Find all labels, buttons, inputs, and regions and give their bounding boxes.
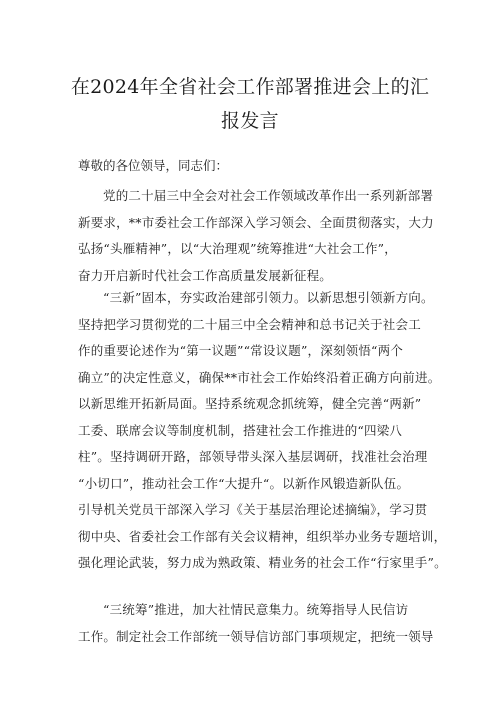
paragraph-line: 以新思维开拓新局面。坚持系统观念抓统筹，健全完善“两新” — [78, 396, 422, 411]
paragraph-line: 确立”的决定性意义，确保**市社会工作始终沿着正确方向前进。 — [78, 369, 441, 385]
paragraph-line: 坚持把学习贯彻党的二十届三中全会精神和总书记关于社会工 — [78, 316, 421, 332]
paragraph-line: 党的二十届三中全会对社会工作领域改革作出一系列新部署 — [103, 188, 434, 203]
paragraph-line: 强化理论武装，努力成为熟政策、精业务的社会工作“行家里手”。 — [78, 555, 447, 570]
paragraph-line: 彻中央、省委社会工作部有关会议精神，组织举办业务专题培训， — [78, 528, 447, 544]
paragraph-line: 工委、联席会议等制度机制，搭建社会工作推进的“四梁八 — [78, 422, 403, 438]
paragraph-line: 奋力开启新时代社会工作高质量发展新征程。 — [78, 267, 333, 283]
title-line-2: 报发言 — [221, 110, 279, 132]
paragraph-sanxin — [78, 285, 447, 577]
paragraph-line: 工作。制定社会工作部统一领导信访部门事项规定，把统一领导 — [78, 628, 434, 644]
document-title — [60, 70, 440, 138]
paragraph-line: 引导机关党员干部深入学习《关于基层治理论述摘编》，学习贯 — [78, 502, 428, 517]
paragraph-intro — [78, 183, 434, 289]
paragraph-line: 作的重要论述作为“第一议题”“常设议题”，深刻领悟“两个 — [78, 343, 404, 358]
paragraph-line: “三新”固本，夯实政治建部引领力。以新思想引领新方向。 — [103, 290, 434, 305]
title-line-1: 在2024年全省社会工作部署推进会上的汇 — [70, 76, 430, 98]
paragraph-line: 弘扬“头雁精神”，以“大治理观”统筹推进“大社会工作”， — [78, 241, 397, 256]
paragraph-line: 新要求，**市委社会工作部深入学习领会、全面贯彻落实，大力 — [78, 214, 434, 230]
paragraph-line: 柱”。坚持调研开路，部领导带头深入基层调研，找准社会治理 — [78, 449, 428, 464]
salutation: 尊敬的各位领导，同志们： — [78, 158, 229, 173]
paragraph-line: “三统筹”推进，加大社情民意集力。统筹指导人民信访 — [103, 602, 409, 617]
paragraph-line: “小切口”，推动社会工作“大提升“。以新作风锻造新队伍。 — [78, 475, 410, 491]
paragraph-santongchou — [78, 597, 434, 650]
